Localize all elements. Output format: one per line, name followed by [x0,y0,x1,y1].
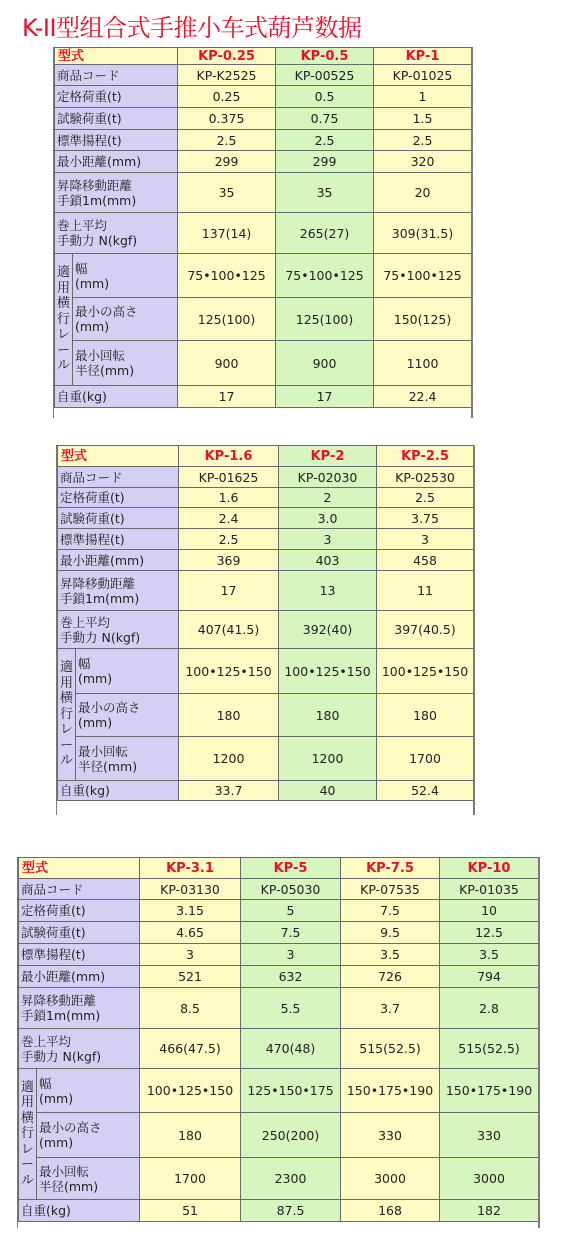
cell-hand-force: 515(52.5) [440,1029,539,1069]
table-frame-right [473,445,475,815]
cell-test-load: 0.375 [178,108,276,130]
table-frame-left [17,857,18,1228]
model-name: KP-0.5 [276,48,374,65]
rail-group-char: ル [59,753,73,769]
rail-group-char: 行 [20,1126,34,1142]
cell-hand-force: 407(41.5) [179,611,279,649]
cell-hand-force: 392(40) [279,611,377,649]
cell-min-distance: 320 [374,151,472,173]
cell-standard-lift: 2.5 [179,529,279,550]
cell-rail-width: 75•100•125 [374,254,472,298]
rail-group-char: ル [20,1172,34,1188]
table-row [19,879,539,900]
rail-group-char: 適 [56,265,70,281]
min-distance-label: 最小距離(mm) [19,966,140,988]
min-height-label-line-1: 最小の高さ [75,304,138,319]
cell-rail-width: 125•150•175 [241,1069,341,1113]
cell-rated-load: 2.5 [377,488,474,508]
cell-min-height: 125(100) [276,298,374,341]
cell-hand-force: 470(48) [241,1029,341,1069]
cell-rated-load: 3.15 [140,900,241,922]
cell-min-height: 330 [440,1113,539,1158]
cell-min-distance: 632 [241,966,341,988]
standard-lift-label: 標準揚程(t) [55,130,178,151]
rail-width-label [37,1069,140,1113]
rail-group-char: 用 [59,675,73,691]
table-row [58,649,474,694]
cell-min-height: 180 [377,694,474,737]
min-turn-radius-label [37,1158,140,1200]
min-turn-radius-label-line-2: 半径(mm) [75,363,135,378]
table-row [55,151,472,173]
cell-standard-lift: 2.5 [374,130,472,151]
min-height-label [76,694,179,737]
min-height-label-line-2: (mm) [75,319,110,334]
min-turn-radius-label-line-1: 最小回転 [78,743,129,759]
rail-width-label [73,254,178,298]
cell-standard-lift: 3 [140,944,241,966]
min-height-label-line-2: (mm) [78,715,113,730]
table-row [58,781,474,801]
cell-lift-per-chain: 3.7 [341,988,440,1029]
rail-group-char: 横 [59,691,73,707]
rail-group-char: レ [20,1141,34,1157]
hand-force-label [19,1029,140,1069]
cell-min-height: 150(125) [374,298,472,341]
rail-width-label-line-1: 幅 [75,260,88,276]
cell-min-height: 250(200) [241,1113,341,1158]
table-row [19,944,539,966]
cell-weight: 17 [276,386,374,408]
min-turn-radius-label-line-2: 半径(mm) [39,1178,99,1194]
rail-width-label-line-1: 幅 [78,656,91,671]
rail-group-char: 用 [20,1095,34,1111]
rail-group-char: ー [59,737,73,753]
cell-min-distance: 299 [276,151,374,173]
cell-rail-width: 75•100•125 [276,254,374,298]
cell-test-load: 12.5 [440,922,539,944]
rail-group-char: 行 [59,706,73,722]
lift-per-chain-label-line-2: 手鎖1m(mm) [60,590,140,606]
cell-lift-per-chain: 35 [178,173,276,213]
rail-group-char: ー [20,1157,34,1173]
cell-standard-lift: 3.5 [341,944,440,966]
cell-test-load: 2.4 [179,508,279,529]
table-row [55,65,472,86]
min-height-label-line-1: 最小の高さ [78,700,141,715]
cell-rail-width: 150•175•190 [341,1069,440,1113]
cell-lift-per-chain: 2.8 [440,988,539,1029]
cell-min-turn-radius: 1200 [279,737,377,781]
model-header-label: 型式 [19,858,140,879]
table-row [55,130,472,151]
cell-weight: 40 [279,781,377,801]
lift-per-chain-label [58,571,179,611]
cell-lift-per-chain: 5.5 [241,988,341,1029]
cell-product-code: KP-00525 [276,65,374,86]
cell-test-load: 3.75 [377,508,474,529]
rail-group-char: 適 [20,1079,34,1095]
product-code-label: 商品コード [58,467,179,488]
rail-group-char: レ [56,327,70,343]
cell-lift-per-chain: 35 [276,173,374,213]
cell-rated-load: 2 [279,488,377,508]
table-row [19,1158,539,1200]
cell-product-code: KP-05030 [241,879,341,900]
model-header-label: 型式 [58,446,179,467]
cell-min-height: 180 [279,694,377,737]
rated-load-label: 定格荷重(t) [58,488,179,508]
cell-weight: 52.4 [377,781,474,801]
model-header-label: 型式 [55,48,178,65]
table-frame-right [471,47,473,418]
table-row [55,341,472,386]
lift-per-chain-label-line-2: 手鎖1m(mm) [21,1008,101,1023]
cell-product-code: KP-K2525 [178,65,276,86]
rail-group-char: ル [56,358,70,374]
cell-rated-load: 7.5 [341,900,440,922]
rail-group-label [55,254,73,386]
model-name: KP-0.25 [178,48,276,65]
rated-load-label: 定格荷重(t) [19,900,140,922]
cell-test-load: 9.5 [341,922,440,944]
lift-per-chain-label [55,173,178,213]
standard-lift-label: 標準揚程(t) [58,529,179,550]
cell-product-code: KP-02030 [279,467,377,488]
lift-per-chain-label-line-1: 昇降移動距離 [60,575,136,591]
hand-force-label-line-2: 手動力 N(kgf) [57,233,138,248]
cell-weight: 87.5 [241,1200,341,1222]
cell-min-turn-radius: 1100 [374,341,472,386]
cell-hand-force: 466(47.5) [140,1029,241,1069]
table-row [58,694,474,737]
model-name: KP-1.6 [179,446,279,467]
test-load-label: 試験荷重(t) [55,108,178,130]
cell-min-distance: 299 [178,151,276,173]
rail-group-char: 用 [56,280,70,296]
cell-hand-force: 265(27) [276,213,374,254]
cell-rated-load: 1 [374,86,472,108]
min-height-label [37,1113,140,1158]
lift-per-chain-label-line-1: 昇降移動距離 [21,993,97,1008]
cell-rail-width: 75•100•125 [178,254,276,298]
cell-lift-per-chain: 11 [377,571,474,611]
table-row [19,1113,539,1158]
hand-force-label-line-2: 手動力 N(kgf) [60,629,141,645]
model-name: KP-2 [279,446,377,467]
rail-width-label-line-1: 幅 [39,1075,52,1091]
cell-min-distance: 794 [440,966,539,988]
table-row [55,108,472,130]
standard-lift-label: 標準揚程(t) [19,944,140,966]
model-name: KP-3.1 [140,858,241,879]
cell-lift-per-chain: 17 [179,571,279,611]
rail-width-label-line-2: (mm) [39,1090,74,1106]
hand-force-label-line-1: 巻上平均 [57,218,108,233]
min-distance-label: 最小距離(mm) [58,550,179,571]
table-row [58,737,474,781]
cell-test-load: 7.5 [241,922,341,944]
table-row [58,467,474,488]
cell-min-turn-radius: 3000 [341,1158,440,1200]
cell-weight: 17 [178,386,276,408]
weight-label: 自重(kg) [55,386,178,408]
cell-min-distance: 403 [279,550,377,571]
page-title: K-II型组合式手推小车式葫芦数据 [22,14,362,42]
cell-min-turn-radius: 900 [178,341,276,386]
table-row [19,966,539,988]
cell-rail-width: 100•125•150 [140,1069,241,1113]
hand-force-label [55,213,178,254]
cell-rail-width: 100•125•150 [377,649,474,694]
min-turn-radius-label-line-1: 最小回転 [39,1163,90,1179]
cell-rail-width: 100•125•150 [179,649,279,694]
rail-group-label [58,649,76,781]
rail-group-char: レ [59,722,73,738]
cell-rated-load: 0.5 [276,86,374,108]
rail-width-label-line-2: (mm) [75,275,110,291]
cell-min-turn-radius: 1200 [179,737,279,781]
spec-table-3 [18,857,539,1222]
cell-hand-force: 309(31.5) [374,213,472,254]
cell-min-height: 330 [341,1113,440,1158]
table-row [58,550,474,571]
rail-group-char: 適 [59,660,73,676]
table-row [19,1069,539,1113]
cell-min-distance: 726 [341,966,440,988]
cell-min-distance: 369 [179,550,279,571]
rated-load-label: 定格荷重(t) [55,86,178,108]
cell-lift-per-chain: 8.5 [140,988,241,1029]
cell-min-turn-radius: 1700 [377,737,474,781]
table-row [55,386,472,408]
cell-rated-load: 5 [241,900,341,922]
cell-min-turn-radius: 900 [276,341,374,386]
cell-rail-width: 100•125•150 [279,649,377,694]
rail-width-label-line-2: (mm) [78,671,113,686]
rail-group-char: 横 [56,296,70,312]
table-header-row [58,446,474,467]
table-row [55,173,472,213]
cell-product-code: KP-03130 [140,879,241,900]
table-header-row [55,48,472,65]
cell-product-code: KP-01625 [179,467,279,488]
table-row [58,488,474,508]
model-name: KP-7.5 [341,858,440,879]
min-turn-radius-label [76,737,179,781]
min-height-label [73,298,178,341]
product-code-label: 商品コード [55,65,178,86]
cell-standard-lift: 3 [241,944,341,966]
cell-min-height: 180 [179,694,279,737]
product-code-label: 商品コード [19,879,140,900]
cell-product-code: KP-01025 [374,65,472,86]
table-header-row [19,858,539,879]
weight-label: 自重(kg) [19,1200,140,1222]
model-name: KP-10 [440,858,539,879]
cell-test-load: 0.75 [276,108,374,130]
cell-hand-force: 397(40.5) [377,611,474,649]
table-row [19,922,539,944]
table-frame-left [53,47,54,418]
cell-standard-lift: 2.5 [276,130,374,151]
rail-group-char: 行 [56,311,70,327]
cell-rated-load: 0.25 [178,86,276,108]
hand-force-label-line-1: 巻上平均 [21,1033,72,1049]
hand-force-label [58,611,179,649]
cell-rail-width: 150•175•190 [440,1069,539,1113]
cell-test-load: 4.65 [140,922,241,944]
cell-rated-load: 10 [440,900,539,922]
cell-lift-per-chain: 20 [374,173,472,213]
lift-per-chain-label [19,988,140,1029]
rail-group-label [19,1069,37,1200]
rail-width-label [76,649,179,694]
cell-product-code: KP-02530 [377,467,474,488]
table-row [55,86,472,108]
weight-label: 自重(kg) [58,781,179,801]
table-row [58,611,474,649]
hand-force-label-line-2: 手動力 N(kgf) [21,1048,102,1064]
table-row [19,1029,539,1069]
cell-hand-force: 137(14) [178,213,276,254]
cell-weight: 51 [140,1200,241,1222]
table-row [58,571,474,611]
cell-standard-lift: 3.5 [440,944,539,966]
rail-group-char: 横 [20,1110,34,1126]
table-row [19,988,539,1029]
table-row [19,1200,539,1222]
cell-weight: 168 [341,1200,440,1222]
table-row [19,900,539,922]
table-row [55,213,472,254]
cell-min-height: 125(100) [178,298,276,341]
cell-rated-load: 1.6 [179,488,279,508]
test-load-label: 試験荷重(t) [58,508,179,529]
cell-standard-lift: 3 [377,529,474,550]
table-row [55,298,472,341]
table-row [58,508,474,529]
lift-per-chain-label-line-2: 手鎖1m(mm) [57,192,137,208]
cell-product-code: KP-07535 [341,879,440,900]
min-turn-radius-label-line-2: 半径(mm) [78,758,138,774]
rail-group-char: ー [56,342,70,358]
cell-standard-lift: 3 [279,529,377,550]
cell-test-load: 3.0 [279,508,377,529]
cell-min-height: 180 [140,1113,241,1158]
min-height-label-line-1: 最小の高さ [39,1120,102,1135]
model-name: KP-1 [374,48,472,65]
test-load-label: 試験荷重(t) [19,922,140,944]
cell-min-turn-radius: 1700 [140,1158,241,1200]
table-row [58,529,474,550]
cell-product-code: KP-01035 [440,879,539,900]
spec-table-1 [54,47,472,408]
cell-test-load: 1.5 [374,108,472,130]
min-distance-label: 最小距離(mm) [55,151,178,173]
table-frame-right [538,857,540,1228]
cell-min-turn-radius: 3000 [440,1158,539,1200]
cell-weight: 182 [440,1200,539,1222]
table-frame-left [56,445,57,815]
table-row [55,254,472,298]
min-height-label-line-2: (mm) [39,1135,74,1150]
model-name: KP-2.5 [377,446,474,467]
cell-min-turn-radius: 2300 [241,1158,341,1200]
hand-force-label-line-1: 巻上平均 [60,614,111,630]
cell-weight: 33.7 [179,781,279,801]
cell-min-distance: 458 [377,550,474,571]
model-name: KP-5 [241,858,341,879]
cell-min-distance: 521 [140,966,241,988]
spec-table-2 [57,445,474,801]
cell-weight: 22.4 [374,386,472,408]
min-turn-radius-label-line-1: 最小回転 [75,348,126,363]
cell-standard-lift: 2.5 [178,130,276,151]
cell-hand-force: 515(52.5) [341,1029,440,1069]
cell-lift-per-chain: 13 [279,571,377,611]
min-turn-radius-label [73,341,178,386]
lift-per-chain-label-line-1: 昇降移動距離 [57,177,133,193]
